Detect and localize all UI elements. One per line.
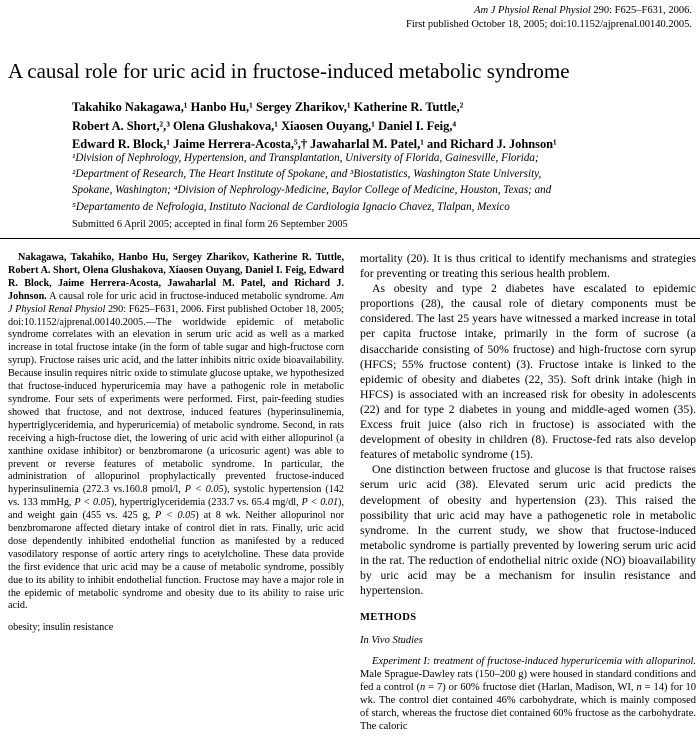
- divider: [0, 238, 700, 239]
- author-line: Edward R. Block,¹ Jaime Herrera-Acosta,⁵,† Jawaharlal M. Patel,¹ and Richard J. Johnson¹: [72, 137, 557, 151]
- subsection-heading: In Vivo Studies: [360, 635, 423, 647]
- first-published: First published October 18, 2005; doi:10.1152/ajprenal.00140.2005.: [406, 19, 692, 30]
- affiliation-line: ²Department of Research, The Heart Institute of Spokane, and ³Biostatistics, Washington State University,: [72, 168, 542, 181]
- journal-citation: Am J Physiol Renal Physiol 290: F625–F631, 2006.: [474, 5, 692, 16]
- journal-header: [406, 4, 692, 32]
- affiliation-line: ⁵Departamento de Nefrologia, Instituto Nacional de Cardiologia Ignacio Chavez, Tlalpan, Mexico: [72, 200, 510, 213]
- body-paragraph: As obesity and type 2 diabetes have escalated to epidemic proportions (28), the causal role of dietary components must be considered. The last 25 years have witnessed a marked increase in total per capita fructose intake, primarily in the form of sucrose (a disaccharide consisting of 50% fructose) and high-fructose corn syrup (HFCS; 55% fructose content) (3). Fructose intake is linked to the epidemic of obesity and diabetes (22, 35). Soft drink intake (high in HFCS) is associated with an increased risk for obesity in adolescents (22) and for type 2 diabetes in young and middle-aged women (35). Excess fruit juice (also rich in fructose) is associated with the development of obesity in children (8). Fructose-fed rats also develop features of metabolic syndrome (15).: [360, 282, 696, 462]
- body-text: [360, 251, 696, 733]
- body-paragraph: mortality (20). It is thus critical to identify mechanisms and strategies for preventing or treating this serious health problem.: [360, 252, 696, 281]
- author-line: Robert A. Short,²,³ Olena Glushakova,¹ Xiaosen Ouyang,¹ Daniel I. Feig,⁴: [72, 118, 457, 133]
- abstract-authors: Nakagawa, Takahiko, Hanbo Hu, Sergey Zharikov, Katherine R. Tuttle, Robert A. Short, Olena Glushakova, Xiaosen Ouyang, Daniel I. Feig, Edward R. Block, Jaime Herrera-Acosta, Jawaharlal M. Patel, and Richard J. Johnson.: [8, 252, 344, 302]
- keywords: obesity; insulin resistance: [8, 622, 114, 634]
- section-heading-methods: METHODS: [360, 612, 417, 624]
- paper-title: A causal role for uric acid in fructose-induced metabolic syndrome: [8, 59, 570, 83]
- affiliations: [72, 150, 672, 215]
- body-paragraph: One distinction between fructose and glucose is that fructose raises serum uric acid (38). Elevated serum uric acid predicts the development of obesity and hypertension (23). This raised the possibility that uric acid may have a pathogenetic role in metabolic syndrome. In the current study, we show that fructose-induced metabolic syndrome is partially prevented by lowering serum uric acid in the rat. The reduction of endothelial nitric oxide (NO) bioavailability by uric acid may be a mechanism for insulin resistance and hypertension.: [360, 463, 696, 598]
- affiliation-line: ¹Division of Nephrology, Hypertension, and Transplantation, University of Florida, Gainesville, Florida;: [72, 152, 539, 164]
- experiment-paragraph: Experiment I: treatment of fructose-induced hyperuricemia with allopurinol. Male Sprague-Dawley rats (150–200 g) were housed in standard conditions and fed a control (n = 7) or 60% fructose diet (Harlan, Madison, WI, n = 14) for 10 wk. The control diet contained 46% carbohydrate, which is mainly composed of starch, whereas the fructose diet contained 60% fructose as the carbohydrate. The caloric: [360, 656, 696, 733]
- abstract: [8, 252, 344, 635]
- submission-dates: Submitted 6 April 2005; accepted in final form 26 September 2005: [72, 219, 348, 230]
- abstract-paragraph: Nakagawa, Takahiko, Hanbo Hu, Sergey Zharikov, Katherine R. Tuttle, Robert A. Short, Olena Glushakova, Xiaosen Ouyang, Daniel I. Feig, Edward R. Block, Jaime Herrera-Acosta, Jawaharlal M. Patel, and Richard J. Johnson. A causal role for uric acid in fructose-induced metabolic syndrome. Am J Physiol Renal Physiol 290: F625–F631, 2006. First published October 18, 2005; doi:10.1152/ajprenal.00140.2005.—The worldwide epidemic of metabolic syndrome correlates with an elevation in serum uric acid as well as a marked increase in total fructose intake (in the form of table sugar and high-fructose corn syrup). Fructose raises uric acid, and the latter inhibits nitric oxide bioavailability. Because insulin requires nitric oxide to stimulate glucose uptake, we hypothesized that fructose-induced hyperuricemia may have a pathogenic role in metabolic syndrome. Four sets of experiments were performed. First, pair-feeding studies showed that fructose, and not dextrose, induced features (hyperinsulinemia, hypertriglyceridemia, and hyperuricemia) of metabolic syndrome. Second, in rats receiving a high-fructose diet, the lowering of uric acid with either allopurinol (a xanthine oxidase inhibitor) or benzbromarone (a uricosuric agent) was able to prevent or reverse features of metabolic syndrome. In particular, the administration of allopurinol prophylactically prevented fructose-induced hyperinsulinemia (272.3 vs.160.8 pmol/l, P < 0.05), systolic hypertension (142 vs. 133 mmHg, P < 0.05), hypertriglyceridemia (233.7 vs. 65.4 mg/dl, P < 0.01), and weight gain (455 vs. 425 g, P < 0.05) at 8 wk. Neither allopurinol nor benzbromarone affected dietary intake of control diet in rats. Finally, uric acid dose dependently inhibited endothelial function as manifested by a reduced vasodilatory response of aortic artery rings to acetylcholine. These data provide the first evidence that uric acid may be a cause of metabolic syndrome, possibly due to its ability to inhibit endothelial function. Fructose may have a major role in the epidemic of metabolic syndrome and obesity due to its ability to raise uric acid.: [8, 252, 345, 612]
- author-list: [72, 98, 672, 154]
- author-line: Takahiko Nakagawa,¹ Hanbo Hu,¹ Sergey Zharikov,¹ Katherine R. Tuttle,²: [72, 100, 464, 114]
- affiliation-line: Spokane, Washington; ⁴Division of Nephrology-Medicine, Baylor College of Medicine, Houston, Texas; and: [72, 184, 552, 197]
